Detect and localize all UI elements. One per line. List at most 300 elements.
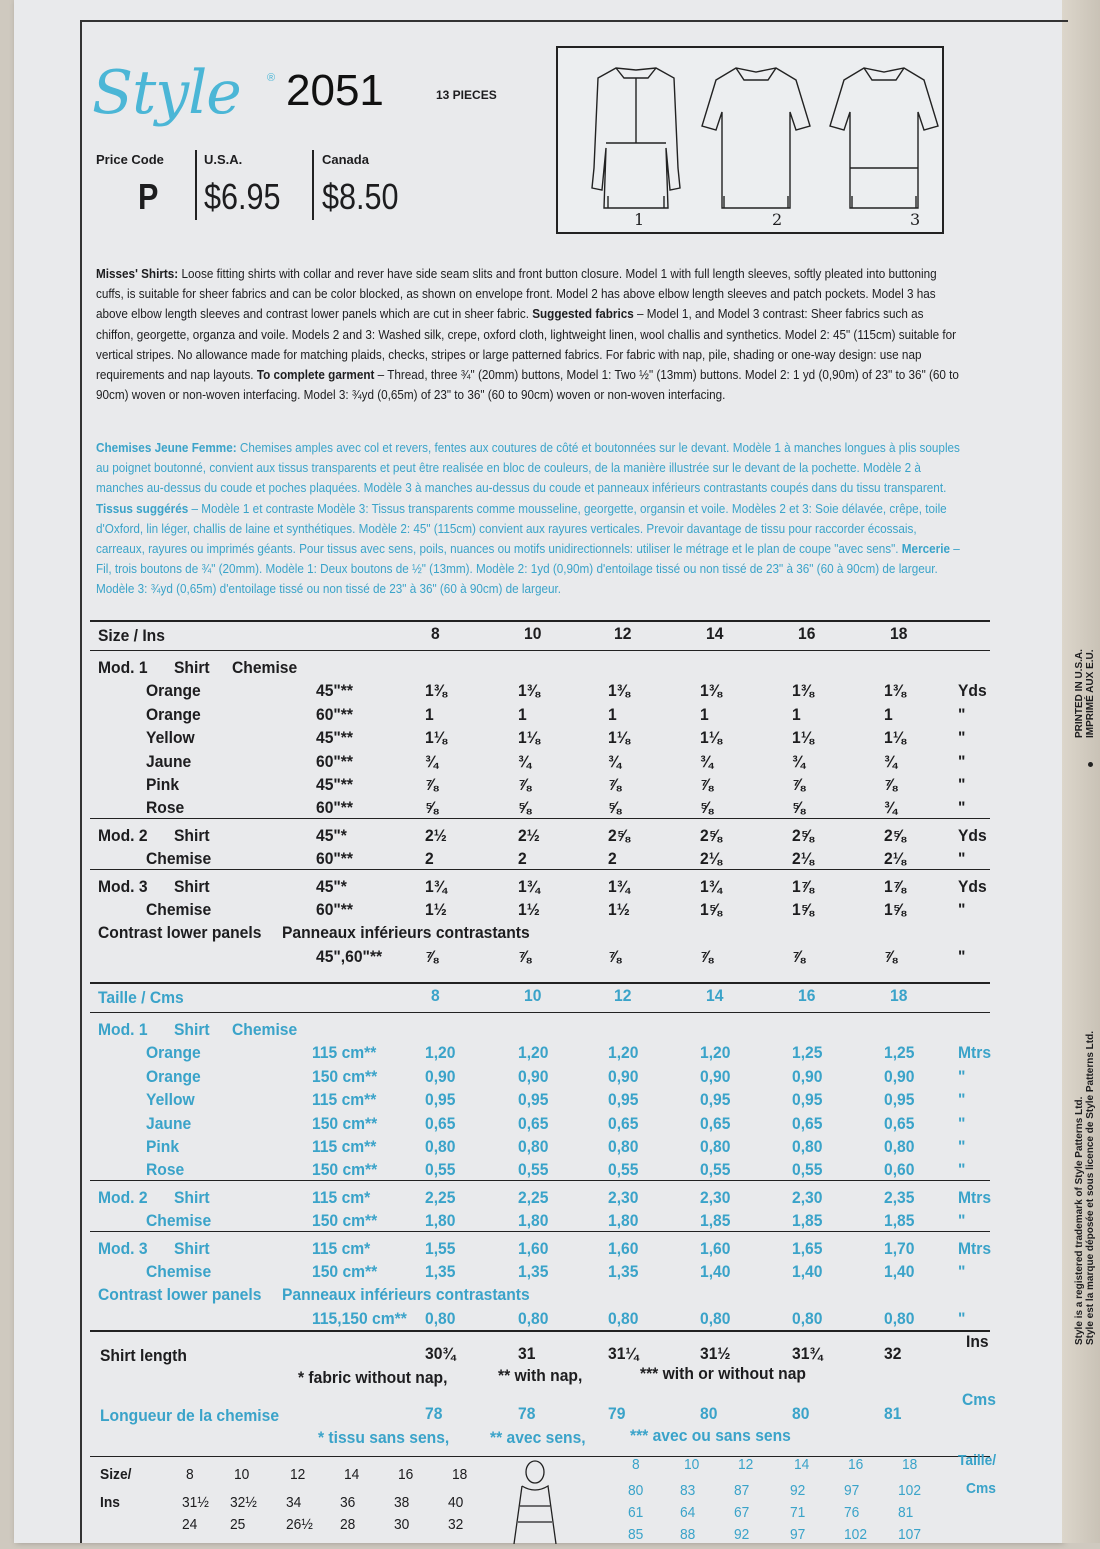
row-group-label: Contrast lower panels <box>98 923 262 943</box>
yardage-cell: 0,80 <box>518 1308 549 1328</box>
yardage-cell: 1⅛ <box>792 728 814 748</box>
hip-cms: 97 <box>790 1526 806 1543</box>
view-label-2: 2 <box>772 210 783 229</box>
unit-label: Mtrs <box>958 1043 992 1063</box>
yardage-cell: 0,95 <box>884 1090 915 1110</box>
fr-body: Chemises amples avec col et revers, fentes aux coutures de côté et boutonnées sur le devant. Modèle 1 à manches longues à plis souples au poignet boutonné, convient aux tissus transparents et peut être realisée en bloc de couleurs, de la manière illustrée sur le devant de la pochette. Modèle 2 à manches au-dessus du coude et poches plaquées. Modèle 3 à manches au-dessus du coude et panneaux inférieurs contrastants coupés dans du tissu transparent. <box>96 441 960 496</box>
shirt-length-value: 31 <box>518 1344 536 1363</box>
body-taille-header: 10 <box>684 1456 700 1473</box>
note-avec-ou-sans-sens: *** avec ou sans sens <box>630 1426 791 1445</box>
unit-label: " <box>958 849 966 869</box>
yardage-cell: ⅞ <box>884 946 898 966</box>
size-header-8: 8 <box>431 986 440 1005</box>
yardage-cell: 1,70 <box>884 1238 915 1258</box>
row-label: Chemise <box>146 849 212 869</box>
unit-label: " <box>958 775 966 794</box>
longueur-value: 81 <box>884 1404 902 1423</box>
yardage-cell: 0,80 <box>792 1137 823 1156</box>
note-with-nap: ** with nap, <box>498 1366 583 1385</box>
bust-cms: 80 <box>628 1482 644 1499</box>
waist-ins: 24 <box>182 1516 198 1533</box>
yardage-cell: 0,55 <box>608 1160 639 1180</box>
yardage-cell: 1,85 <box>884 1211 915 1231</box>
yardage-cell: 1 <box>608 704 617 724</box>
yardage-cell: 2⅝ <box>792 825 814 845</box>
yardage-cell: 2⅝ <box>700 825 722 845</box>
note-without-nap: * fabric without nap, <box>298 1368 448 1387</box>
row-label: Yellow <box>146 728 195 748</box>
body-size-header: 18 <box>452 1466 468 1483</box>
yardage-cell: 2 <box>518 849 527 869</box>
views-illustration <box>556 46 944 234</box>
yardage-cell: 1,85 <box>700 1211 731 1231</box>
bust-ins: 31½ <box>182 1494 209 1511</box>
unit-label: " <box>958 704 966 724</box>
row-label: Shirt <box>174 1020 210 1039</box>
bust-cms: 92 <box>790 1482 806 1499</box>
rule <box>90 620 990 622</box>
unit-label: Mtrs <box>958 1187 992 1207</box>
yardage-cell: 2,30 <box>608 1187 639 1207</box>
row-group-label: Contrast lower panels <box>98 1285 262 1305</box>
printed-in-usa: PRINTED IN U.S.A. IMPRIMÉ AUX E.U. <box>1074 649 1096 738</box>
yardage-cell: 1,20 <box>518 1043 549 1063</box>
row-label: Jaune <box>146 751 192 771</box>
yardage-cell: 0,65 <box>792 1113 823 1133</box>
unit-label: " <box>958 1137 966 1156</box>
body-measure-figure <box>500 1460 570 1549</box>
yardage-cell: 1,65 <box>792 1238 823 1258</box>
fabric-width: 150 cm** <box>312 1160 378 1180</box>
yardage-cell: ¾ <box>425 751 439 771</box>
yardage-cell: ⅞ <box>518 775 532 794</box>
row-label: Shirt <box>174 825 210 845</box>
fabric-width: 115 cm* <box>312 1187 371 1207</box>
yardage-cell: 1,35 <box>425 1262 456 1281</box>
fabric-width: 150 cm** <box>312 1066 378 1086</box>
body-size-header: 10 <box>234 1466 250 1483</box>
row-group-label: Mod. 3 <box>98 876 148 896</box>
row-label: Orange <box>146 704 201 724</box>
waist-ins: 32 <box>448 1516 464 1533</box>
unit-label: " <box>958 728 966 748</box>
yardage-cell: ¾ <box>884 798 898 818</box>
yardage-cell: 1 <box>792 704 801 724</box>
en-title: Misses' Shirts: <box>96 267 179 281</box>
brand-logo: Style <box>92 58 241 128</box>
fr-notions-title: Mercerie <box>901 542 950 557</box>
yardage-cell: 2,25 <box>518 1187 549 1207</box>
size-header-16: 16 <box>798 624 816 643</box>
yardage-cell: ⅞ <box>518 946 532 966</box>
yardage-cell: ⅝ <box>700 798 714 818</box>
shirt-length-value: 31¼ <box>608 1344 639 1363</box>
body-size-label: Size/ <box>100 1466 132 1483</box>
bust-cms: 87 <box>734 1482 750 1499</box>
yardage-cell: ¾ <box>608 751 622 771</box>
yardage-cell: 1⅝ <box>884 900 906 919</box>
yardage-cell: 1½ <box>608 900 630 919</box>
fabric-width: 150 cm** <box>312 1211 378 1231</box>
yardage-cell: 0,95 <box>792 1090 823 1110</box>
body-taille-header: 14 <box>794 1456 810 1473</box>
yardage-cell: 2⅛ <box>700 849 722 869</box>
waist-cms: 81 <box>898 1504 914 1521</box>
yardage-cell: ¾ <box>518 751 532 771</box>
yardage-cell: 1 <box>884 704 893 724</box>
yardage-cell: ⅞ <box>425 946 439 966</box>
unit-label: " <box>958 946 966 966</box>
yardage-cell: ⅞ <box>884 775 898 794</box>
description-french <box>96 438 961 600</box>
yardage-cell: 1,40 <box>792 1262 823 1281</box>
longueur-value: 78 <box>425 1404 443 1423</box>
rule <box>90 982 990 984</box>
row-label: Panneaux inférieurs contrastants <box>282 923 530 943</box>
view-label-3: 3 <box>910 210 921 229</box>
description-english <box>96 264 961 405</box>
yardage-cell: 2,30 <box>792 1187 823 1207</box>
yardage-cell: 1⅜ <box>425 681 447 701</box>
yardage-cell: 1,60 <box>700 1238 731 1258</box>
yardage-cell: 0,95 <box>700 1090 731 1110</box>
unit-label: " <box>958 1090 966 1110</box>
note-tissu-sans-sens: * tissu sans sens, <box>318 1428 450 1447</box>
yardage-cell: 1 <box>700 704 709 724</box>
fabric-width: 60"** <box>316 704 353 724</box>
unit-label: " <box>958 1160 966 1180</box>
yardage-cell: 0,55 <box>425 1160 456 1180</box>
yardage-cell: 0,80 <box>884 1137 915 1156</box>
en-body: Loose fitting shirts with collar and rever have side seam slits and front button closure. Model 1 with full length sleeves, softly pleated into buttoning cuffs, is suitable for sheer fabrics and can be color blocked, as shown on envelope front. Model 2 has above elbow length sleeves and patch pockets. Model 3 has above elbow length sleeves and contrast lower panels which are cut in sheer fabric. <box>96 267 937 322</box>
note-with-or-without-nap: *** with or without nap <box>640 1364 806 1383</box>
unit-label: " <box>958 1066 966 1086</box>
yardage-cell: 1½ <box>425 900 447 919</box>
yardage-cell: 1,55 <box>425 1238 456 1258</box>
yardage-cell: 0,80 <box>884 1308 915 1328</box>
trademark-notice: Style is a registered trademark of Style Patterns Ltd. Style est la marque déposée et sous licence de Style Patterns Ltd. <box>1074 1030 1096 1345</box>
bust-cms: 97 <box>844 1482 860 1499</box>
rule <box>90 1231 990 1232</box>
fabric-width: 45"** <box>316 728 353 748</box>
unit-label: Yds <box>958 681 987 701</box>
yardage-cell: 0,90 <box>884 1066 915 1086</box>
yardage-cell: 1,60 <box>608 1238 639 1258</box>
row-label: Orange <box>146 1066 201 1086</box>
en-fabrics-title: Suggested fabrics <box>532 307 634 322</box>
size-header-18: 18 <box>890 624 908 643</box>
row-label: Rose <box>146 798 185 818</box>
row-group-label: Mod. 1 <box>98 658 148 677</box>
bust-cms: 102 <box>898 1482 922 1499</box>
waist-cms: 71 <box>790 1504 806 1521</box>
yardage-cell: 2⅛ <box>884 849 906 869</box>
unit-label: Yds <box>958 876 987 896</box>
en-notions-body: – Thread, three ¾" (20mm) buttons, Model 1: Two ½" (13mm) buttons. Model 2: 1 yd (0,90m) of 23" to 36" (60 to 90cm) woven or non-woven interfacing. Model 3: ¾yd (0,65m) of 23" to 36" (60 to 90cm) woven or non-woven interfacing. <box>96 368 959 403</box>
yardage-cell: 1⅝ <box>792 900 814 919</box>
yardage-cell: ⅝ <box>792 798 806 818</box>
yardage-cell: 0,80 <box>425 1137 456 1156</box>
unit-label: Yds <box>958 825 987 845</box>
yardage-cell: 1,25 <box>884 1043 915 1063</box>
yardage-cell: 0,90 <box>518 1066 549 1086</box>
waist-ins: 30 <box>394 1516 410 1533</box>
rule <box>90 869 990 870</box>
shirt-length-label: Shirt length <box>100 1346 187 1365</box>
yardage-cell: 0,65 <box>425 1113 456 1133</box>
fr-fabrics-body: – Modèle 1 et contraste Modèle 3: Tissus transparents comme mousseline, georgette, organsin et voile. Modèles 2 et 3: Soie délavée, crêpe, toile d'Oxford, lin léger, challis de laine et synthétiques. Modèle 2: 45" (115cm) convient aux rayures verticales. Prevoir davantage de tissu pour raccorder écossais, carreaux, rayures ou imprimés géants. Pour tissus avec sens, poils, nuances ou motifs unidirectionnels: utiliser le métrage et le plan de coupe "avec sens". <box>96 501 947 557</box>
row-label: Jaune <box>146 1113 192 1133</box>
yardage-cell: ⅞ <box>700 946 714 966</box>
yardage-cell: 1⅝ <box>700 900 722 919</box>
yardage-cell: 2,25 <box>425 1187 456 1207</box>
yardage-cell: 0,95 <box>608 1090 639 1110</box>
yardage-cell: 1,80 <box>425 1211 456 1231</box>
yardage-cell: 1⅜ <box>608 681 630 701</box>
yardage-cell: ⅞ <box>792 775 806 794</box>
yardage-cell: 2½ <box>425 825 447 845</box>
fr-title: Chemises Jeune Femme: <box>96 441 237 455</box>
yardage-cell: 1⅛ <box>700 728 722 748</box>
yardage-cell: 2 <box>425 849 434 869</box>
view-label-1: 1 <box>634 210 645 229</box>
unit-label: Mtrs <box>958 1238 992 1258</box>
yardage-cell: 1 <box>425 704 434 724</box>
en-fabrics-body: – Model 1, and Model 3 contrast: Sheer fabrics such as chiffon, georgette, organza and voile. Models 2 and 3: Washed silk, crepe, oxford cloth, lightweight linen, wool challis and synthetics. Model 2: 45" (115cm) suitable for vertical stripes. No allowance made for matching plaids, checks, stripes or large patterned fabrics. For fabric with nap, pile, shading or one-way design: use nap requirements and nap layouts. <box>96 307 957 383</box>
row-group-label: Mod. 2 <box>98 825 148 845</box>
body-cms-label: Cms <box>966 1480 996 1497</box>
yardage-cell: 1,40 <box>884 1262 915 1281</box>
shirt-length-value: 30¾ <box>425 1344 456 1363</box>
yardage-cell: 1 <box>518 704 527 724</box>
yardage-cell: 1,85 <box>792 1211 823 1231</box>
bust-ins: 40 <box>448 1494 464 1511</box>
fabric-width: 60"** <box>316 751 353 771</box>
pieces-count: 13 PIECES <box>436 88 497 102</box>
hip-cms: 92 <box>734 1526 750 1543</box>
size-header-16: 16 <box>798 986 816 1005</box>
row-label-fr: Chemise <box>232 658 298 677</box>
size-header-10: 10 <box>524 624 542 643</box>
yardage-cell: 1,20 <box>608 1043 639 1063</box>
row-label: Shirt <box>174 658 210 677</box>
size-header-8: 8 <box>431 624 440 643</box>
yardage-cell: ⅞ <box>425 775 439 794</box>
fabric-width: 45",60"** <box>316 946 383 966</box>
yardage-cell: 2 <box>608 849 617 869</box>
rule <box>90 1180 990 1181</box>
fabric-width: 45"* <box>316 876 347 896</box>
hip-cms: 85 <box>628 1526 644 1543</box>
body-size-header: 8 <box>186 1466 194 1483</box>
body-taille-header: 12 <box>738 1456 754 1473</box>
yardage-cell: 0,80 <box>700 1137 731 1156</box>
yardage-cell: 1⅜ <box>518 681 540 701</box>
fabric-width: 150 cm** <box>312 1113 378 1133</box>
waist-cms: 61 <box>628 1504 644 1521</box>
rule <box>90 818 990 819</box>
waist-cms: 64 <box>680 1504 696 1521</box>
yardage-cell: 1⅛ <box>425 728 447 748</box>
yardage-cell: 2⅝ <box>608 825 630 845</box>
yardage-cell: 0,65 <box>884 1113 915 1133</box>
shirt-length-value: 31½ <box>700 1344 731 1363</box>
shirt-length-value: 31¾ <box>792 1344 823 1363</box>
size-header-14: 14 <box>706 624 724 643</box>
side-bullet <box>1088 762 1093 767</box>
row-label: Shirt <box>174 1238 210 1258</box>
row-label: Rose <box>146 1160 185 1180</box>
row-group-label: Mod. 2 <box>98 1187 148 1207</box>
body-size-header: 12 <box>290 1466 306 1483</box>
body-ins-label: Ins <box>100 1494 120 1511</box>
yardage-cell: ⅝ <box>608 798 622 818</box>
fabric-width: 115 cm** <box>312 1137 377 1156</box>
hip-cms: 88 <box>680 1526 696 1543</box>
yardage-cell: 1,60 <box>518 1238 549 1258</box>
hip-cms: 107 <box>898 1526 922 1543</box>
yardage-cell: 1,35 <box>518 1262 549 1281</box>
yardage-cell: 0,90 <box>425 1066 456 1086</box>
size-header-10: 10 <box>524 986 542 1005</box>
yardage-cell: 1,80 <box>518 1211 549 1231</box>
yardage-cell: 1⅞ <box>792 876 814 896</box>
unit-label: " <box>958 1113 966 1133</box>
row-label: Chemise <box>146 1211 212 1231</box>
hip-cms: 102 <box>844 1526 868 1543</box>
yardage-cell: 0,95 <box>518 1090 549 1110</box>
unit-label: " <box>958 751 966 771</box>
yardage-cell: 0,80 <box>700 1308 731 1328</box>
yardage-cell: 1¾ <box>425 876 447 896</box>
yardage-cell: 0,55 <box>792 1160 823 1180</box>
row-label: Pink <box>146 1137 180 1156</box>
longueur-value: 78 <box>518 1404 536 1423</box>
waist-cms: 76 <box>844 1504 860 1521</box>
bust-ins: 32½ <box>230 1494 257 1511</box>
fabric-width: 115,150 cm** <box>312 1308 407 1328</box>
yardage-cell: 1,80 <box>608 1211 639 1231</box>
row-label: Shirt <box>174 1187 210 1207</box>
yardage-cell: 1⅜ <box>700 681 722 701</box>
shirt-length-unit: Ins <box>966 1332 989 1351</box>
row-label: Yellow <box>146 1090 195 1110</box>
bust-ins: 36 <box>340 1494 356 1511</box>
waist-cms: 67 <box>734 1504 750 1521</box>
fabric-width: 45"* <box>316 825 347 845</box>
yardage-cell: 0,55 <box>700 1160 731 1180</box>
yardage-cell: ⅞ <box>792 946 806 966</box>
yardage-cell: 0,80 <box>518 1137 549 1156</box>
usa-label: U.S.A. <box>204 152 243 167</box>
yardage-cell: 1,40 <box>700 1262 731 1281</box>
fr-fabrics-title: Tissus suggérés <box>96 501 189 516</box>
en-notions-title: To complete garment <box>256 368 375 383</box>
body-taille-header: 16 <box>848 1456 864 1473</box>
rule <box>90 650 990 651</box>
yardage-cell: 1,25 <box>792 1043 823 1063</box>
unit-label: " <box>958 798 966 818</box>
fabric-width: 45"** <box>316 775 353 794</box>
row-label: Pink <box>146 775 180 794</box>
fabric-width: 115 cm* <box>312 1238 371 1258</box>
fabric-width: 60"** <box>316 798 353 818</box>
yardage-cell: ¾ <box>792 751 806 771</box>
body-size-header: 14 <box>344 1466 360 1483</box>
usa-price: $6.95 <box>204 176 281 217</box>
yardage-cell: 2⅛ <box>792 849 814 869</box>
body-taille-label: Taille/ <box>958 1452 997 1469</box>
size-header-14: 14 <box>706 986 724 1005</box>
size-header-label: Size / Ins <box>98 626 165 645</box>
bust-ins: 38 <box>394 1494 410 1511</box>
yardage-cell: ⅞ <box>608 946 622 966</box>
fabric-width: 150 cm** <box>312 1262 378 1281</box>
yardage-cell: ⅞ <box>700 775 714 794</box>
size-header-18: 18 <box>890 986 908 1005</box>
price-code-label: Price Code <box>96 152 164 167</box>
longueur-value: 80 <box>792 1404 810 1423</box>
yardage-cell: 1¾ <box>608 876 630 896</box>
yardage-cell: 1¾ <box>518 876 540 896</box>
yardage-cell: ¾ <box>884 751 898 771</box>
yardage-cell: 1⅞ <box>884 876 906 896</box>
yardage-cell: 0,90 <box>792 1066 823 1086</box>
body-size-header: 16 <box>398 1466 414 1483</box>
fabric-width: 60"** <box>316 900 353 919</box>
yardage-cell: 1⅛ <box>884 728 906 748</box>
bust-ins: 34 <box>286 1494 302 1511</box>
row-group-label: Mod. 1 <box>98 1020 148 1039</box>
yardage-cell: 0,80 <box>608 1137 639 1156</box>
yardage-cell: 0,65 <box>608 1113 639 1133</box>
yardage-cell: 0,65 <box>700 1113 731 1133</box>
waist-ins: 28 <box>340 1516 356 1533</box>
row-label: Chemise <box>146 1262 212 1281</box>
yardage-cell: 1,20 <box>425 1043 456 1063</box>
body-taille-header: 18 <box>902 1456 918 1473</box>
body-taille-header: 8 <box>632 1456 640 1473</box>
yardage-cell: 0,90 <box>700 1066 731 1086</box>
registered-mark: ® <box>267 72 276 84</box>
yardage-cell: 1½ <box>518 900 540 919</box>
longueur-value: 80 <box>700 1404 718 1423</box>
unit-label: " <box>958 1308 966 1328</box>
fabric-width: 60"** <box>316 849 353 869</box>
waist-ins: 25 <box>230 1516 246 1533</box>
yardage-cell: 0,95 <box>425 1090 456 1110</box>
yardage-cell: 0,80 <box>425 1308 456 1328</box>
yardage-cell: 2,30 <box>700 1187 731 1207</box>
yardage-cell: 0,80 <box>608 1308 639 1328</box>
yardage-cell: 0,65 <box>518 1113 549 1133</box>
yardage-cell: 1⅛ <box>608 728 630 748</box>
pattern-number: 2051 <box>286 66 384 115</box>
yardage-cell: 0,80 <box>792 1308 823 1328</box>
yardage-cell: 1⅜ <box>884 681 906 701</box>
longueur-label: Longueur de la chemise <box>100 1406 280 1425</box>
row-label: Shirt <box>174 876 210 896</box>
bust-cms: 83 <box>680 1482 696 1499</box>
longueur-value: 79 <box>608 1404 626 1423</box>
yardage-cell: ¾ <box>700 751 714 771</box>
longueur-unit: Cms <box>962 1390 996 1409</box>
note-avec-sens: ** avec sens, <box>490 1428 586 1447</box>
yardage-cell: 1¾ <box>700 876 722 896</box>
yardage-cell: 2,35 <box>884 1187 915 1207</box>
size-header-label: Taille / Cms <box>98 988 184 1007</box>
fabric-width: 115 cm** <box>312 1043 377 1063</box>
